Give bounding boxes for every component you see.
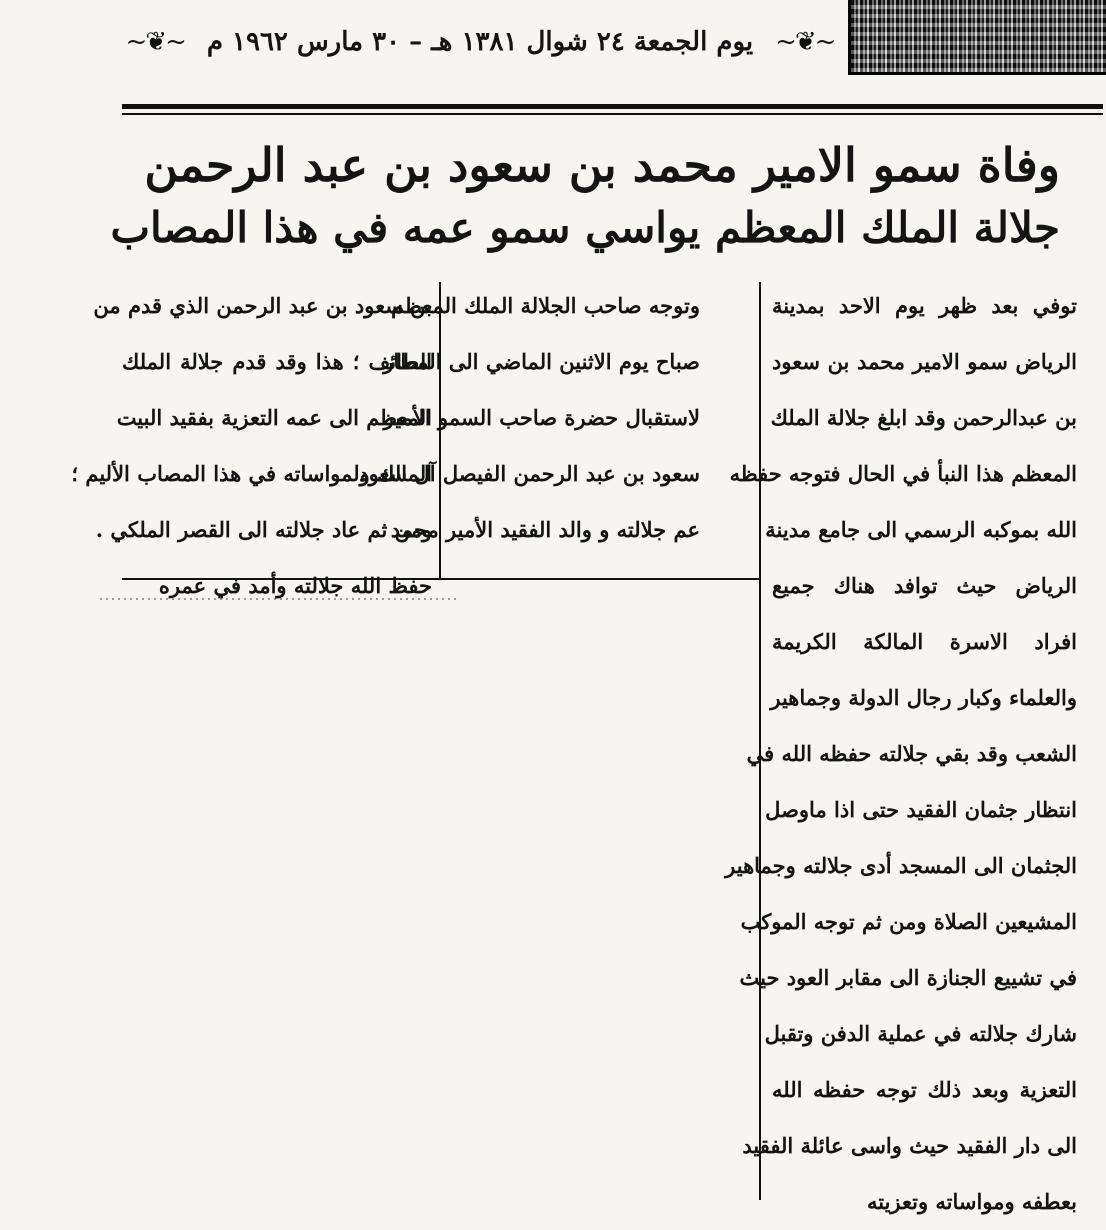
ornament-left-icon: ~❦~ bbox=[125, 27, 185, 57]
article-line: صباح يوم الاثنين الماضي الى المطار bbox=[383, 349, 700, 374]
article-line: بن سعود بن عبد الرحمن الذي قدم من bbox=[93, 293, 432, 318]
article-line: توفي بعد ظهر يوم الاحد بمدينة bbox=[772, 293, 1077, 318]
article-line: الرياض حيث توافد هناك جميع bbox=[772, 573, 1077, 598]
article-line: والعلماء وكبار رجال الدولة وجماهير bbox=[770, 685, 1077, 710]
article-line: بعطفه ومواساته وتعزيته bbox=[866, 1189, 1077, 1214]
article-line: المعظم الى عمه التعزية بفقيد البيت bbox=[116, 405, 432, 430]
article-line: الجثمان الى المسجد أدى جلالته وجماهير bbox=[725, 853, 1077, 878]
article-line: الطائف ؛ هذا وقد قدم جلالة الملك bbox=[122, 349, 432, 374]
article-line: افراد الاسرة المالكة الكريمة bbox=[772, 629, 1077, 654]
article-line: الرياض سمو الامير محمد بن سعود bbox=[772, 349, 1077, 374]
article-line: الى دار الفقيد حيث واسى عائلة الفقيد bbox=[742, 1133, 1077, 1158]
article-line: المشيعين الصلاة ومن ثم توجه الموكب bbox=[740, 909, 1077, 934]
article-line: في تشييع الجنازة الى مقابر العود حيث bbox=[739, 965, 1077, 990]
headline: وفاة سمو الامير محمد بن سعود بن عبد الرحمن bbox=[144, 138, 1060, 192]
article-column-left bbox=[71, 278, 432, 614]
article-line: ومن ثم عاد جلالته الى القصر الملكي . bbox=[95, 517, 432, 542]
article-line: التعزية وبعد ذلك توجه حفظه الله bbox=[772, 1077, 1077, 1102]
article-column-right bbox=[725, 278, 1077, 1230]
article-line: عم جلالته و والد الفقيد الأمير محمد bbox=[390, 517, 700, 542]
article-line: الله بموكبه الرسمي الى جامع مدينة bbox=[765, 517, 1077, 542]
article-line: لاستقبال حضرة صاحب السمو الأمير bbox=[383, 405, 700, 430]
article-line: الشعب وقد بقي جلالته حفظه الله في bbox=[746, 741, 1077, 766]
masthead-photo bbox=[848, 0, 1106, 75]
article-line: حفظ الله جلالته وأمد في عمره bbox=[158, 573, 432, 598]
ornament-right-icon: ~❦~ bbox=[775, 27, 835, 57]
article-column-middle bbox=[359, 278, 700, 558]
header-rule bbox=[122, 104, 1103, 109]
article-line: المالك ولمواساته في هذا المصاب الأليم ؛ bbox=[71, 461, 432, 486]
dateline bbox=[120, 22, 840, 62]
article-line: سعود بن عبد الرحمن الفيصل آل سعود bbox=[359, 461, 700, 486]
header-rule-thin bbox=[122, 113, 1103, 115]
date-text: يوم الجمعة ٢٤ شوال ١٣٨١ هـ – ٣٠ مارس ١٩٦٢ م bbox=[206, 27, 754, 57]
article-line: شارك جلالته في عملية الدفن وتقبل bbox=[764, 1021, 1077, 1046]
article-line: بن عبدالرحمن وقد ابلغ جلالة الملك bbox=[770, 405, 1077, 430]
article-line: المعظم هذا النبأ في الحال فتوجه حفظه bbox=[729, 461, 1077, 486]
subheadline: جلالة الملك المعظم يواسي سمو عمه في هذا المصاب bbox=[110, 203, 1060, 252]
article-line: انتظار جثمان الفقيد حتى اذا ماوصل bbox=[765, 797, 1077, 822]
article-line: وتوجه صاحب الجلالة الملك المعظم bbox=[391, 293, 700, 318]
